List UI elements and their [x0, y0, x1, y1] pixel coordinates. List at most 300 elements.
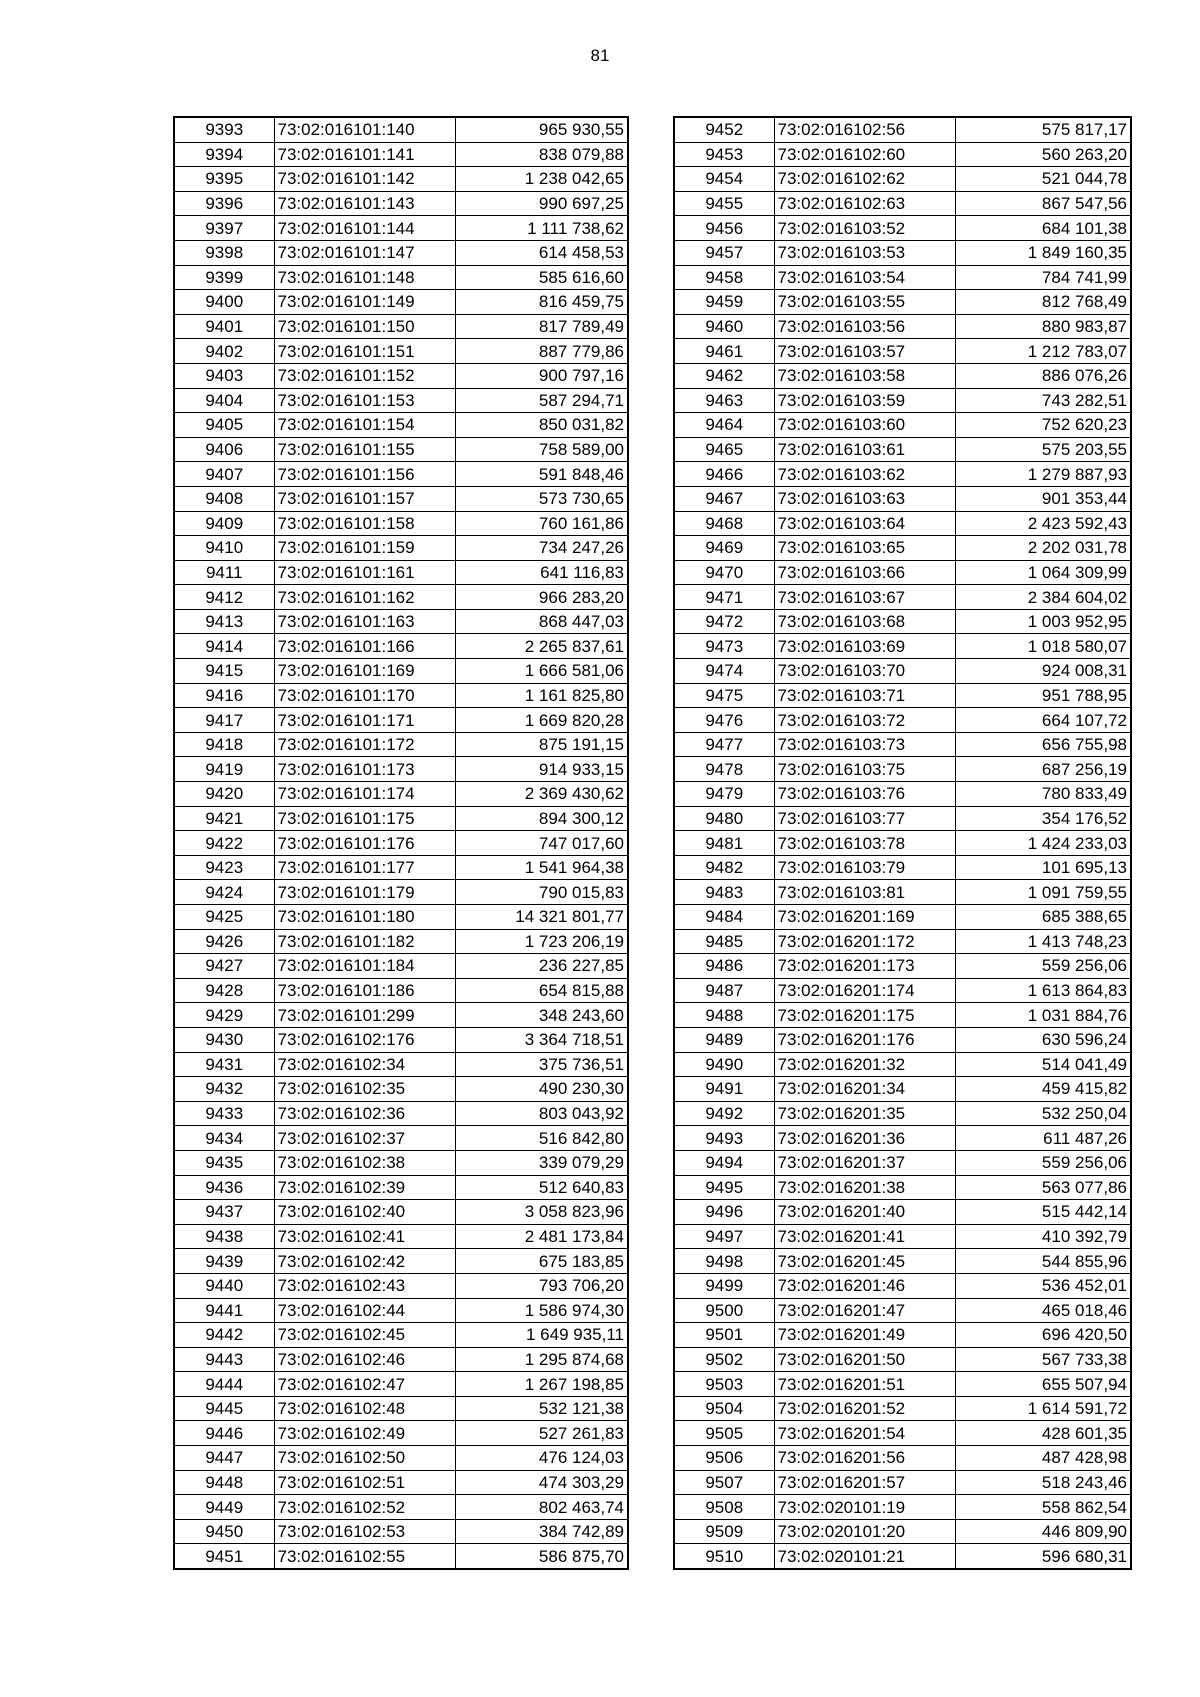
cadastral-value-cell: 656 755,98 [955, 732, 1131, 757]
row-number-cell: 9455 [674, 191, 774, 216]
table-row [674, 413, 1131, 438]
cadastral-value-cell: 696 420,50 [955, 1323, 1131, 1348]
row-number-cell: 9434 [174, 1126, 274, 1151]
cadastral-value-cell: 812 768,49 [955, 290, 1131, 315]
table-row [174, 659, 628, 684]
cadastral-value-cell: 894 300,12 [455, 806, 628, 831]
row-number-cell: 9463 [674, 388, 774, 413]
cadastral-value-cell: 375 736,51 [455, 1052, 628, 1077]
row-number-cell: 9431 [174, 1052, 274, 1077]
cadastral-number-cell: 73:02:016102:39 [274, 1175, 455, 1200]
row-number-cell: 9474 [674, 659, 774, 684]
row-number-cell: 9422 [174, 831, 274, 856]
cadastral-value-cell: 875 191,15 [455, 732, 628, 757]
row-number-cell: 9497 [674, 1224, 774, 1249]
cadastral-number-cell: 73:02:016201:40 [774, 1200, 955, 1225]
cadastral-number-cell: 73:02:016101:184 [274, 954, 455, 979]
cadastral-number-cell: 73:02:016201:54 [774, 1421, 955, 1446]
cadastral-number-cell: 73:02:016201:35 [774, 1101, 955, 1126]
cadastral-value-cell: 752 620,23 [955, 413, 1131, 438]
row-number-cell: 9415 [174, 659, 274, 684]
cadastral-number-cell: 73:02:016102:50 [274, 1446, 455, 1471]
cadastral-number-cell: 73:02:016103:55 [774, 290, 955, 315]
cadastral-value-cell: 14 321 801,77 [455, 905, 628, 930]
cadastral-number-cell: 73:02:016103:60 [774, 413, 955, 438]
cadastral-value-cell: 410 392,79 [955, 1224, 1131, 1249]
cadastral-number-cell: 73:02:016201:38 [774, 1175, 955, 1200]
cadastral-number-cell: 73:02:016103:77 [774, 806, 955, 831]
cadastral-value-cell: 544 855,96 [955, 1249, 1131, 1274]
row-number-cell: 9418 [174, 732, 274, 757]
cadastral-value-cell: 611 487,26 [955, 1126, 1131, 1151]
cadastral-number-cell: 73:02:016103:78 [774, 831, 955, 856]
table-row [174, 388, 628, 413]
cadastral-value-cell: 1 669 820,28 [455, 708, 628, 733]
row-number-cell: 9423 [174, 855, 274, 880]
table-row [674, 978, 1131, 1003]
table-row [174, 240, 628, 265]
cadastral-value-cell: 793 706,20 [455, 1273, 628, 1298]
table-row [174, 1150, 628, 1175]
cadastral-value-cell: 459 415,82 [955, 1077, 1131, 1102]
cadastral-value-cell: 527 261,83 [455, 1421, 628, 1446]
row-number-cell: 9453 [674, 142, 774, 167]
cadastral-number-cell: 73:02:016103:64 [774, 511, 955, 536]
row-number-cell: 9426 [174, 929, 274, 954]
cadastral-value-cell: 596 680,31 [955, 1544, 1131, 1569]
cadastral-number-cell: 73:02:016101:177 [274, 855, 455, 880]
table-row [674, 1249, 1131, 1274]
cadastral-number-cell: 73:02:016103:70 [774, 659, 955, 684]
cadastral-value-cell: 850 031,82 [455, 413, 628, 438]
cadastral-number-cell: 73:02:016102:45 [274, 1323, 455, 1348]
cadastral-value-cell: 1 111 738,62 [455, 216, 628, 241]
row-number-cell: 9471 [674, 585, 774, 610]
cadastral-number-cell: 73:02:016101:169 [274, 659, 455, 684]
cadastral-number-cell: 73:02:016102:48 [274, 1396, 455, 1421]
table-row [174, 831, 628, 856]
cadastral-number-cell: 73:02:016102:43 [274, 1273, 455, 1298]
row-number-cell: 9400 [174, 290, 274, 315]
cadastral-number-cell: 73:02:016103:75 [774, 757, 955, 782]
cadastral-value-cell: 563 077,86 [955, 1175, 1131, 1200]
cadastral-value-cell: 817 789,49 [455, 314, 628, 339]
row-number-cell: 9416 [174, 683, 274, 708]
row-number-cell: 9495 [674, 1175, 774, 1200]
cadastral-number-cell: 73:02:016101:148 [274, 265, 455, 290]
cadastral-value-cell: 348 243,60 [455, 1003, 628, 1028]
cadastral-number-cell: 73:02:016102:35 [274, 1077, 455, 1102]
row-number-cell: 9507 [674, 1470, 774, 1495]
cadastral-number-cell: 73:02:016201:173 [774, 954, 955, 979]
cadastral-number-cell: 73:02:016101:155 [274, 437, 455, 462]
row-number-cell: 9475 [674, 683, 774, 708]
table-row [674, 536, 1131, 561]
cadastral-value-cell: 1 424 233,03 [955, 831, 1131, 856]
row-number-cell: 9421 [174, 806, 274, 831]
table-row [674, 1495, 1131, 1520]
table-row [674, 757, 1131, 782]
table-row [174, 683, 628, 708]
row-number-cell: 9505 [674, 1421, 774, 1446]
cadastral-value-cell: 2 202 031,78 [955, 536, 1131, 561]
cadastral-value-cell: 887 779,86 [455, 339, 628, 364]
table-row [174, 142, 628, 167]
row-number-cell: 9502 [674, 1347, 774, 1372]
row-number-cell: 9499 [674, 1273, 774, 1298]
table-row [174, 1347, 628, 1372]
cadastral-value-cell: 560 263,20 [955, 142, 1131, 167]
row-number-cell: 9412 [174, 585, 274, 610]
table-row [174, 1372, 628, 1397]
cadastral-value-cell: 867 547,56 [955, 191, 1131, 216]
table-row [674, 880, 1131, 905]
cadastral-number-cell: 73:02:016103:65 [774, 536, 955, 561]
cadastral-value-cell: 558 862,54 [955, 1495, 1131, 1520]
row-number-cell: 9479 [674, 782, 774, 807]
row-number-cell: 9468 [674, 511, 774, 536]
row-number-cell: 9503 [674, 1372, 774, 1397]
row-number-cell: 9406 [174, 437, 274, 462]
cadastral-number-cell: 73:02:016101:173 [274, 757, 455, 782]
table-row [674, 1298, 1131, 1323]
cadastral-number-cell: 73:02:016103:73 [774, 732, 955, 757]
table-row [674, 1101, 1131, 1126]
row-number-cell: 9457 [674, 240, 774, 265]
cadastral-number-cell: 73:02:016102:44 [274, 1298, 455, 1323]
row-number-cell: 9454 [674, 167, 774, 192]
cadastral-value-cell: 559 256,06 [955, 954, 1131, 979]
table-row [674, 929, 1131, 954]
row-number-cell: 9394 [174, 142, 274, 167]
cadastral-value-cell: 575 203,55 [955, 437, 1131, 462]
table-row [674, 831, 1131, 856]
row-number-cell: 9465 [674, 437, 774, 462]
cadastral-number-cell: 73:02:016201:176 [774, 1027, 955, 1052]
row-number-cell: 9427 [174, 954, 274, 979]
row-number-cell: 9397 [174, 216, 274, 241]
table-row [174, 1446, 628, 1471]
table-row [674, 1027, 1131, 1052]
table-row [174, 191, 628, 216]
cadastral-value-cell: 1 295 874,68 [455, 1347, 628, 1372]
cadastral-number-cell: 73:02:016103:79 [774, 855, 955, 880]
row-number-cell: 9436 [174, 1175, 274, 1200]
cadastral-value-cell: 816 459,75 [455, 290, 628, 315]
row-number-cell: 9408 [174, 486, 274, 511]
cadastral-number-cell: 73:02:016201:51 [774, 1372, 955, 1397]
cadastral-value-cell: 868 447,03 [455, 609, 628, 634]
cadastral-number-cell: 73:02:016103:54 [774, 265, 955, 290]
cadastral-number-cell: 73:02:016101:166 [274, 634, 455, 659]
cadastral-value-cell: 743 282,51 [955, 388, 1131, 413]
row-number-cell: 9477 [674, 732, 774, 757]
cadastral-number-cell: 73:02:016101:180 [274, 905, 455, 930]
row-number-cell: 9450 [174, 1519, 274, 1544]
cadastral-value-cell: 802 463,74 [455, 1495, 628, 1520]
table-row [674, 609, 1131, 634]
table-row [174, 511, 628, 536]
cadastral-value-cell: 1 031 884,76 [955, 1003, 1131, 1028]
table-row [674, 1175, 1131, 1200]
table-row [174, 855, 628, 880]
row-number-cell: 9490 [674, 1052, 774, 1077]
row-number-cell: 9452 [674, 117, 774, 142]
row-number-cell: 9447 [174, 1446, 274, 1471]
cadastral-value-cell: 1 666 581,06 [455, 659, 628, 684]
table-row [674, 1421, 1131, 1446]
row-number-cell: 9464 [674, 413, 774, 438]
table-row [674, 1052, 1131, 1077]
table-row [174, 1470, 628, 1495]
table-row [174, 880, 628, 905]
table-row [674, 560, 1131, 585]
cadastral-value-cell: 567 733,38 [955, 1347, 1131, 1372]
table-row [674, 1077, 1131, 1102]
table-row [174, 265, 628, 290]
row-number-cell: 9398 [174, 240, 274, 265]
row-number-cell: 9411 [174, 560, 274, 585]
row-number-cell: 9437 [174, 1200, 274, 1225]
cadastral-number-cell: 73:02:016102:52 [274, 1495, 455, 1520]
row-number-cell: 9446 [174, 1421, 274, 1446]
table-row [674, 117, 1131, 142]
cadastral-value-cell: 614 458,53 [455, 240, 628, 265]
cadastral-number-cell: 73:02:016102:42 [274, 1249, 455, 1274]
row-number-cell: 9485 [674, 929, 774, 954]
table-row [174, 708, 628, 733]
row-number-cell: 9478 [674, 757, 774, 782]
table-row [674, 954, 1131, 979]
cadastral-value-cell: 1 212 783,07 [955, 339, 1131, 364]
cadastral-number-cell: 73:02:016101:147 [274, 240, 455, 265]
cadastral-value-cell: 339 079,29 [455, 1150, 628, 1175]
cadastral-number-cell: 73:02:016201:174 [774, 978, 955, 1003]
cadastral-value-cell: 914 933,15 [455, 757, 628, 782]
table-row [674, 732, 1131, 757]
cadastral-number-cell: 73:02:020101:19 [774, 1495, 955, 1520]
row-number-cell: 9403 [174, 363, 274, 388]
cadastral-number-cell: 73:02:016101:159 [274, 536, 455, 561]
cadastral-value-cell: 951 788,95 [955, 683, 1131, 708]
cadastral-number-cell: 73:02:016103:62 [774, 462, 955, 487]
cadastral-number-cell: 73:02:016103:53 [774, 240, 955, 265]
cadastral-number-cell: 73:02:016101:143 [274, 191, 455, 216]
cadastral-value-cell: 784 741,99 [955, 265, 1131, 290]
cadastral-number-cell: 73:02:016101:161 [274, 560, 455, 585]
cadastral-value-cell: 664 107,72 [955, 708, 1131, 733]
row-number-cell: 9496 [674, 1200, 774, 1225]
row-number-cell: 9404 [174, 388, 274, 413]
table-row [674, 1126, 1131, 1151]
cadastral-number-cell: 73:02:016101:142 [274, 167, 455, 192]
cadastral-value-cell: 1 238 042,65 [455, 167, 628, 192]
table-row [174, 1273, 628, 1298]
cadastral-number-cell: 73:02:016101:140 [274, 117, 455, 142]
table-row [674, 1396, 1131, 1421]
cadastral-number-cell: 73:02:016102:34 [274, 1052, 455, 1077]
table-row [174, 1224, 628, 1249]
cadastral-number-cell: 73:02:016103:67 [774, 585, 955, 610]
cadastral-value-cell: 575 817,17 [955, 117, 1131, 142]
cadastral-value-cell: 1 003 952,95 [955, 609, 1131, 634]
cadastral-number-cell: 73:02:016101:172 [274, 732, 455, 757]
cadastral-number-cell: 73:02:016101:175 [274, 806, 455, 831]
row-number-cell: 9501 [674, 1323, 774, 1348]
cadastral-value-cell: 803 043,92 [455, 1101, 628, 1126]
row-number-cell: 9432 [174, 1077, 274, 1102]
cadastral-number-cell: 73:02:016101:163 [274, 609, 455, 634]
cadastral-value-cell: 1 614 591,72 [955, 1396, 1131, 1421]
cadastral-value-cell: 1 413 748,23 [955, 929, 1131, 954]
cadastral-number-cell: 73:02:016201:169 [774, 905, 955, 930]
cadastral-value-cell: 790 015,83 [455, 880, 628, 905]
cadastral-value-cell: 1 018 580,07 [955, 634, 1131, 659]
row-number-cell: 9461 [674, 339, 774, 364]
cadastral-value-cell: 536 452,01 [955, 1273, 1131, 1298]
row-number-cell: 9469 [674, 536, 774, 561]
row-number-cell: 9417 [174, 708, 274, 733]
table-row [174, 1175, 628, 1200]
cadastral-number-cell: 73:02:016101:154 [274, 413, 455, 438]
row-number-cell: 9435 [174, 1150, 274, 1175]
cadastral-value-cell: 236 227,85 [455, 954, 628, 979]
cadastral-value-cell: 684 101,38 [955, 216, 1131, 241]
row-number-cell: 9488 [674, 1003, 774, 1028]
cadastral-value-cell: 675 183,85 [455, 1249, 628, 1274]
cadastral-value-cell: 1 586 974,30 [455, 1298, 628, 1323]
table-row [174, 1003, 628, 1028]
table-row [674, 290, 1131, 315]
cadastral-number-cell: 73:02:016103:63 [774, 486, 955, 511]
cadastral-value-cell: 1 279 887,93 [955, 462, 1131, 487]
cadastral-number-cell: 73:02:016102:38 [274, 1150, 455, 1175]
cadastral-value-cell: 515 442,14 [955, 1200, 1131, 1225]
table-row [674, 314, 1131, 339]
table-row [174, 1323, 628, 1348]
cadastral-number-cell: 73:02:016103:52 [774, 216, 955, 241]
row-number-cell: 9466 [674, 462, 774, 487]
row-number-cell: 9508 [674, 1495, 774, 1520]
cadastral-value-cell: 966 283,20 [455, 585, 628, 610]
row-number-cell: 9402 [174, 339, 274, 364]
cadastral-value-cell: 1 267 198,85 [455, 1372, 628, 1397]
table-row [674, 240, 1131, 265]
row-number-cell: 9460 [674, 314, 774, 339]
cadastral-value-cell: 1 613 864,83 [955, 978, 1131, 1003]
table-row [174, 536, 628, 561]
cadastral-number-cell: 73:02:016101:157 [274, 486, 455, 511]
table-row [674, 1446, 1131, 1471]
table-row [174, 413, 628, 438]
table-row [674, 855, 1131, 880]
row-number-cell: 9506 [674, 1446, 774, 1471]
cadastral-value-cell: 780 833,49 [955, 782, 1131, 807]
cadastral-value-cell: 641 116,83 [455, 560, 628, 585]
row-number-cell: 9444 [174, 1372, 274, 1397]
row-number-cell: 9493 [674, 1126, 774, 1151]
cadastral-value-cell: 559 256,06 [955, 1150, 1131, 1175]
row-number-cell: 9441 [174, 1298, 274, 1323]
cadastral-value-cell: 587 294,71 [455, 388, 628, 413]
cadastral-number-cell: 73:02:016101:182 [274, 929, 455, 954]
row-number-cell: 9424 [174, 880, 274, 905]
table-row [174, 117, 628, 142]
table-row [674, 634, 1131, 659]
cadastral-number-cell: 73:02:016101:299 [274, 1003, 455, 1028]
cadastral-value-cell: 384 742,89 [455, 1519, 628, 1544]
table-row [674, 216, 1131, 241]
cadastral-value-cell: 880 983,87 [955, 314, 1131, 339]
table-row [674, 905, 1131, 930]
table-row [674, 1347, 1131, 1372]
row-number-cell: 9433 [174, 1101, 274, 1126]
table-row [674, 1224, 1131, 1249]
table-row [174, 1200, 628, 1225]
cadastral-number-cell: 73:02:016201:32 [774, 1052, 955, 1077]
table-row [674, 806, 1131, 831]
cadastral-number-cell: 73:02:016201:47 [774, 1298, 955, 1323]
cadastral-value-cell: 1 161 825,80 [455, 683, 628, 708]
cadastral-value-cell: 838 079,88 [455, 142, 628, 167]
row-number-cell: 9470 [674, 560, 774, 585]
row-number-cell: 9410 [174, 536, 274, 561]
cadastral-number-cell: 73:02:016101:186 [274, 978, 455, 1003]
row-number-cell: 9504 [674, 1396, 774, 1421]
cadastral-number-cell: 73:02:016102:56 [774, 117, 955, 142]
table-row [174, 978, 628, 1003]
row-number-cell: 9419 [174, 757, 274, 782]
table-row [674, 1003, 1131, 1028]
cadastral-value-cell: 476 124,03 [455, 1446, 628, 1471]
table-row [174, 1077, 628, 1102]
table-row [174, 437, 628, 462]
table-row [174, 1396, 628, 1421]
cadastral-number-cell: 73:02:016101:162 [274, 585, 455, 610]
cadastral-value-cell: 1 849 160,35 [955, 240, 1131, 265]
table-row [174, 1298, 628, 1323]
row-number-cell: 9420 [174, 782, 274, 807]
table-row [174, 1101, 628, 1126]
cadastral-number-cell: 73:02:016102:46 [274, 1347, 455, 1372]
cadastral-value-cell: 886 076,26 [955, 363, 1131, 388]
table-row [174, 363, 628, 388]
cadastral-value-cell: 532 121,38 [455, 1396, 628, 1421]
table-row [674, 388, 1131, 413]
row-number-cell: 9414 [174, 634, 274, 659]
cadastral-number-cell: 73:02:016101:151 [274, 339, 455, 364]
table-row [174, 1495, 628, 1520]
cadastral-number-cell: 73:02:016103:66 [774, 560, 955, 585]
table-row [674, 585, 1131, 610]
cadastral-number-cell: 73:02:016102:37 [274, 1126, 455, 1151]
row-number-cell: 9509 [674, 1519, 774, 1544]
cadastral-value-cell: 101 695,13 [955, 855, 1131, 880]
table-row [674, 265, 1131, 290]
cadastral-number-cell: 73:02:016102:62 [774, 167, 955, 192]
table-row [674, 1273, 1131, 1298]
cadastral-number-cell: 73:02:016102:47 [274, 1372, 455, 1397]
cadastral-value-cell: 474 303,29 [455, 1470, 628, 1495]
table-row [674, 486, 1131, 511]
table-row [174, 167, 628, 192]
cadastral-number-cell: 73:02:016102:53 [274, 1519, 455, 1544]
cadastral-number-cell: 73:02:016102:60 [774, 142, 955, 167]
registry-table-right [673, 116, 1132, 1570]
table-row [174, 290, 628, 315]
row-number-cell: 9448 [174, 1470, 274, 1495]
table-row [674, 1323, 1131, 1348]
